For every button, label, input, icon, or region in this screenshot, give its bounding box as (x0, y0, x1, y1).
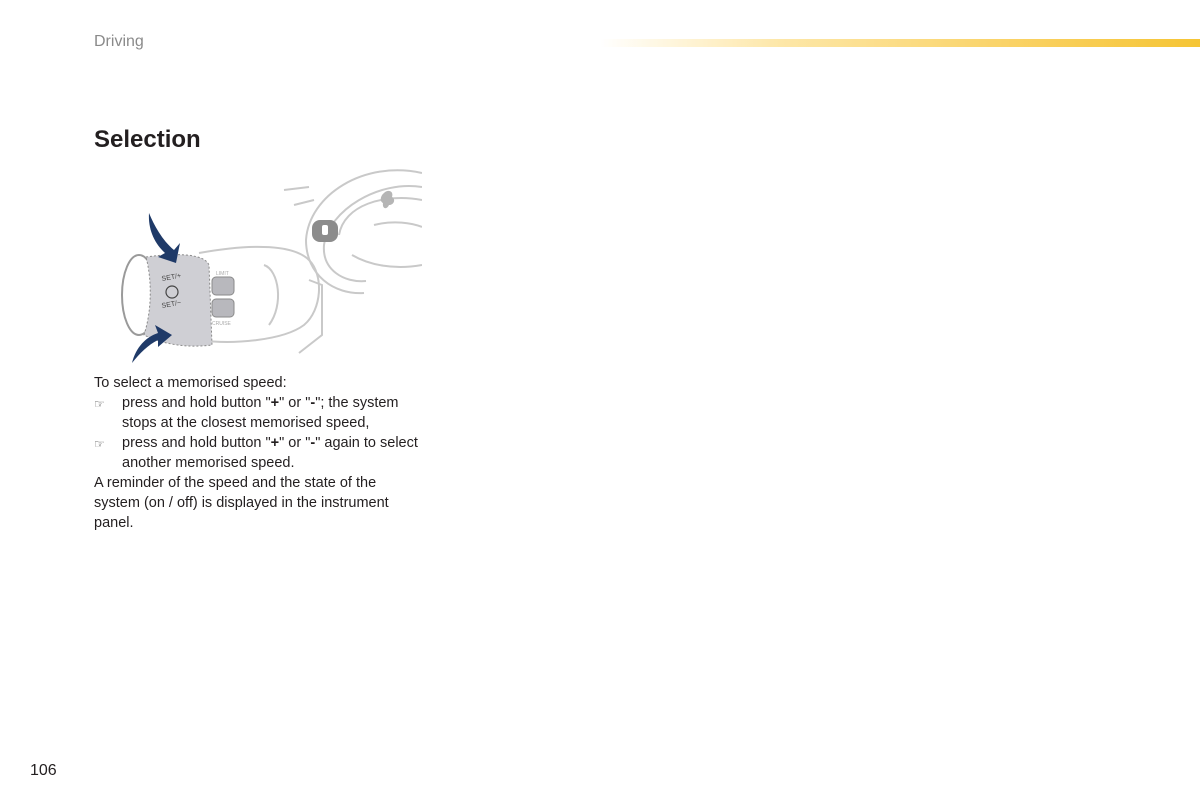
cruise-label: CRUISE (212, 321, 231, 327)
curved-arrow-icon (149, 213, 180, 263)
page-number: 106 (30, 762, 57, 779)
section-header: Driving (94, 33, 144, 50)
instruction-text (94, 373, 424, 533)
set-minus-label: SET/− (161, 299, 182, 310)
header-accent-bar (600, 39, 1200, 47)
limit-label: LIMIT (216, 271, 229, 277)
cruise-control-stalk-icon (312, 220, 338, 242)
brand-logo-icon (381, 191, 394, 208)
set-plus-label: SET/+ (161, 272, 182, 283)
page-title: Selection (94, 126, 201, 153)
steering-wheel-icon (284, 170, 422, 293)
cruise-control-illustration (94, 165, 422, 370)
note-text: A reminder of the speed and the state of the system (on / off) is displayed in the instrument panel. (94, 475, 389, 531)
pointing-hand-icon: ☞ (94, 437, 105, 451)
intro-text: To select a memorised speed: (94, 375, 287, 391)
list-item (94, 393, 424, 433)
list-item (94, 433, 424, 473)
bullet-text: press and hold button "+" or "-"; the system stops at the closest memorised speed, (122, 395, 399, 431)
bullet-text: press and hold button "+" or "-" again to select another memorised speed. (122, 435, 418, 471)
pointing-hand-icon: ☞ (94, 397, 105, 411)
